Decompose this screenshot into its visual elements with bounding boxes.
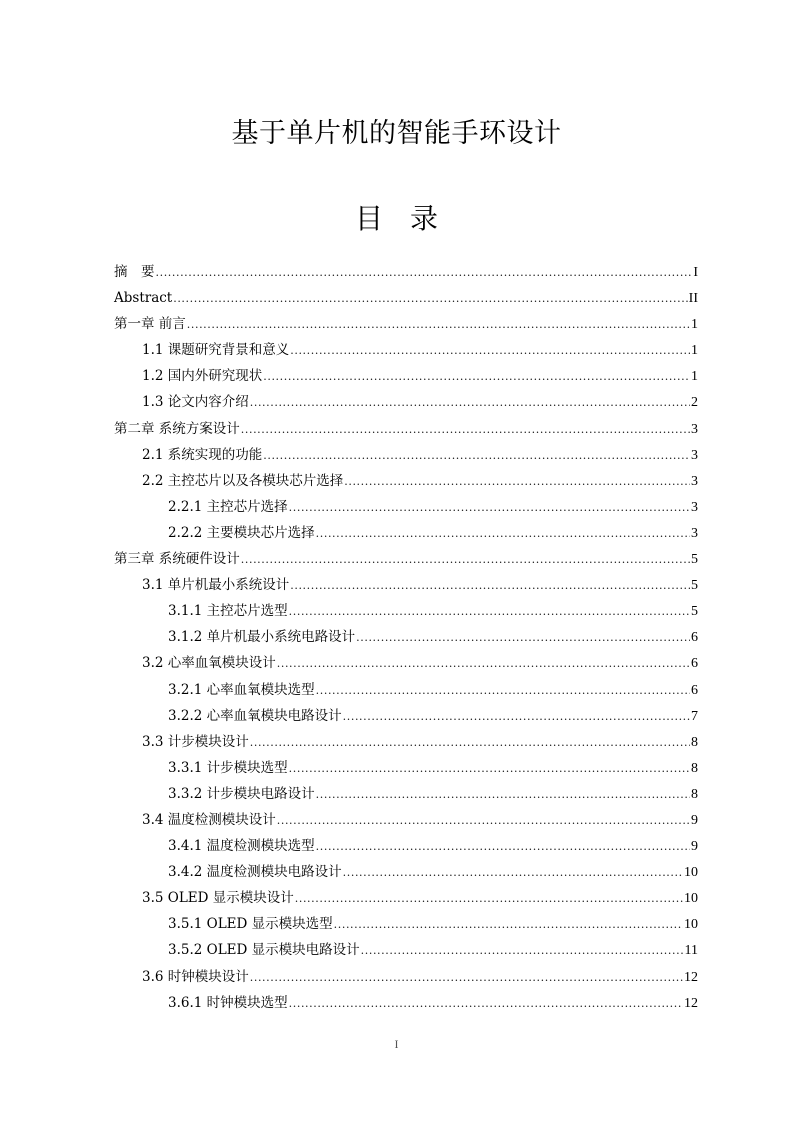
toc-dot-leader bbox=[289, 756, 690, 782]
toc-entry-title: 3.6 时钟模块设计 bbox=[142, 968, 249, 985]
toc-entry-title: 3.5 OLED 显示模块设计 bbox=[142, 890, 294, 907]
toc-entry-page: I bbox=[693, 265, 698, 280]
toc-entry-page: 2 bbox=[691, 395, 698, 411]
toc-entry[interactable] bbox=[114, 677, 698, 703]
toc-entry-page: 7 bbox=[691, 708, 698, 724]
toc-entry-title: 2.2.1 主控芯片选择 bbox=[168, 498, 288, 515]
toc-dot-leader bbox=[277, 808, 690, 834]
toc-entry[interactable] bbox=[114, 624, 698, 650]
toc-entry-title: 2.2.2 主要模块芯片选择 bbox=[168, 524, 315, 541]
toc-dot-leader bbox=[316, 678, 690, 704]
toc-entry-page: 12 bbox=[684, 969, 698, 985]
toc-dot-leader bbox=[290, 338, 690, 364]
toc-entry[interactable] bbox=[114, 416, 698, 442]
toc-dot-leader bbox=[316, 521, 690, 547]
toc-entry[interactable] bbox=[114, 937, 698, 963]
toc-entry[interactable] bbox=[114, 259, 698, 285]
toc-dot-leader bbox=[290, 573, 690, 599]
toc-entry[interactable] bbox=[114, 703, 698, 729]
toc-entry-title: 1.3 论文内容介绍 bbox=[142, 394, 249, 411]
toc-entry-title: 3.3 计步模块设计 bbox=[142, 733, 249, 750]
toc-entry-title: 第一章 前言 bbox=[114, 316, 186, 333]
toc-dot-leader bbox=[173, 286, 687, 312]
table-of-contents bbox=[114, 259, 698, 1016]
toc-entry-title: 3.4.2 温度检测模块电路设计 bbox=[168, 864, 342, 881]
toc-entry-page: 1 bbox=[691, 317, 698, 333]
toc-entry[interactable] bbox=[114, 389, 698, 415]
toc-entry[interactable] bbox=[114, 546, 698, 572]
toc-entry[interactable] bbox=[114, 807, 698, 833]
toc-dot-leader bbox=[289, 991, 683, 1017]
toc-dot-leader bbox=[356, 625, 690, 651]
toc-entry-title: 3.5.2 OLED 显示模块电路设计 bbox=[168, 942, 360, 959]
toc-entry-page: 1 bbox=[691, 343, 698, 359]
toc-dot-leader bbox=[343, 704, 690, 730]
toc-entry-title: 3.6.1 时钟模块选型 bbox=[168, 994, 288, 1011]
toc-dot-leader bbox=[289, 495, 690, 521]
toc-heading: 目 录 bbox=[355, 202, 438, 235]
toc-entry[interactable] bbox=[114, 520, 698, 546]
toc-entry-page: 8 bbox=[691, 786, 698, 802]
toc-entry-title: 第二章 系统方案设计 bbox=[114, 420, 240, 437]
toc-entry-title: Abstract bbox=[114, 290, 173, 307]
toc-dot-leader bbox=[241, 417, 690, 443]
toc-entry-page: 6 bbox=[691, 630, 698, 646]
toc-entry[interactable] bbox=[114, 442, 698, 468]
toc-dot-leader bbox=[295, 886, 683, 912]
toc-dot-leader bbox=[250, 730, 690, 756]
toc-dot-leader bbox=[343, 860, 683, 886]
toc-entry[interactable] bbox=[114, 729, 698, 755]
toc-entry-page: 10 bbox=[684, 917, 698, 933]
toc-dot-leader bbox=[241, 547, 690, 573]
toc-entry-title: 3.2.1 心率血氧模块选型 bbox=[168, 681, 315, 698]
toc-dot-leader bbox=[156, 260, 693, 286]
toc-entry[interactable] bbox=[114, 494, 698, 520]
toc-entry-title: 3.1 单片机最小系统设计 bbox=[142, 577, 290, 594]
toc-dot-leader bbox=[316, 834, 690, 860]
toc-dot-leader bbox=[344, 469, 690, 495]
toc-entry-title: 2.2 主控芯片以及各模块芯片选择 bbox=[142, 472, 344, 489]
toc-entry-title: 3.1.1 主控芯片选型 bbox=[168, 603, 288, 620]
toc-entry[interactable] bbox=[114, 990, 698, 1016]
toc-entry-title: 第三章 系统硬件设计 bbox=[114, 551, 240, 568]
toc-entry[interactable] bbox=[114, 337, 698, 363]
toc-dot-leader bbox=[250, 965, 683, 991]
toc-entry-title: 3.4 温度检测模块设计 bbox=[142, 811, 276, 828]
toc-entry[interactable] bbox=[114, 363, 698, 389]
toc-entry-page: 10 bbox=[684, 865, 698, 881]
toc-entry-page: 12 bbox=[684, 995, 698, 1011]
toc-entry[interactable] bbox=[114, 833, 698, 859]
toc-entry[interactable] bbox=[114, 964, 698, 990]
toc-entry-page: II bbox=[688, 291, 698, 307]
toc-entry-page: 9 bbox=[691, 839, 698, 855]
toc-dot-leader bbox=[361, 938, 684, 964]
toc-entry[interactable] bbox=[114, 468, 698, 494]
toc-entry-page: 3 bbox=[691, 499, 698, 515]
toc-entry-title: 1.1 课题研究背景和意义 bbox=[142, 342, 290, 359]
page-number: I bbox=[394, 1037, 399, 1051]
toc-entry-title: 2.1 系统实现的功能 bbox=[142, 446, 263, 463]
toc-entry[interactable] bbox=[114, 885, 698, 911]
toc-dot-leader bbox=[277, 651, 690, 677]
toc-dot-leader bbox=[263, 364, 690, 390]
toc-entry-title: 3.2 心率血氧模块设计 bbox=[142, 655, 276, 672]
toc-entry-page: 9 bbox=[691, 812, 698, 828]
toc-entry-page: 5 bbox=[691, 604, 698, 620]
toc-dot-leader bbox=[263, 443, 690, 469]
toc-dot-leader bbox=[316, 782, 690, 808]
toc-entry-title: 摘 要 bbox=[114, 264, 155, 280]
toc-entry-title: 3.2.2 心率血氧模块电路设计 bbox=[168, 707, 342, 724]
toc-entry[interactable] bbox=[114, 572, 698, 598]
toc-entry[interactable] bbox=[114, 285, 698, 311]
toc-entry-page: 5 bbox=[691, 552, 698, 568]
toc-dot-leader bbox=[187, 312, 690, 338]
toc-entry-title: 3.3.2 计步模块电路设计 bbox=[168, 785, 315, 802]
toc-dot-leader bbox=[250, 390, 690, 416]
toc-entry[interactable] bbox=[114, 650, 698, 676]
toc-entry-title: 3.5.1 OLED 显示模块选型 bbox=[168, 916, 333, 933]
document-title: 基于单片机的智能手环设计 bbox=[231, 118, 562, 149]
toc-entry-title: 1.2 国内外研究现状 bbox=[142, 368, 263, 385]
toc-entry-title: 3.4.1 温度检测模块选型 bbox=[168, 838, 315, 855]
toc-entry-page: 3 bbox=[691, 525, 698, 541]
toc-dot-leader bbox=[289, 599, 690, 625]
toc-entry[interactable] bbox=[114, 598, 698, 624]
toc-entry-page: 8 bbox=[691, 734, 698, 750]
toc-entry[interactable] bbox=[114, 859, 698, 885]
toc-entry-page: 3 bbox=[691, 447, 698, 463]
toc-entry-page: 11 bbox=[684, 943, 698, 959]
toc-entry-page: 6 bbox=[691, 656, 698, 672]
toc-entry-page: 6 bbox=[691, 682, 698, 698]
toc-entry-page: 3 bbox=[691, 421, 698, 437]
toc-entry-title: 3.1.2 单片机最小系统电路设计 bbox=[168, 629, 356, 646]
toc-dot-leader bbox=[334, 912, 683, 938]
toc-entry-title: 3.3.1 计步模块选型 bbox=[168, 759, 288, 776]
toc-entry-page: 3 bbox=[691, 473, 698, 489]
toc-entry-page: 8 bbox=[691, 760, 698, 776]
toc-entry[interactable] bbox=[114, 911, 698, 937]
toc-entry-page: 10 bbox=[684, 891, 698, 907]
toc-entry[interactable] bbox=[114, 311, 698, 337]
toc-entry[interactable] bbox=[114, 781, 698, 807]
toc-entry[interactable] bbox=[114, 755, 698, 781]
toc-entry-page: 1 bbox=[691, 369, 698, 385]
toc-entry-page: 5 bbox=[691, 578, 698, 594]
